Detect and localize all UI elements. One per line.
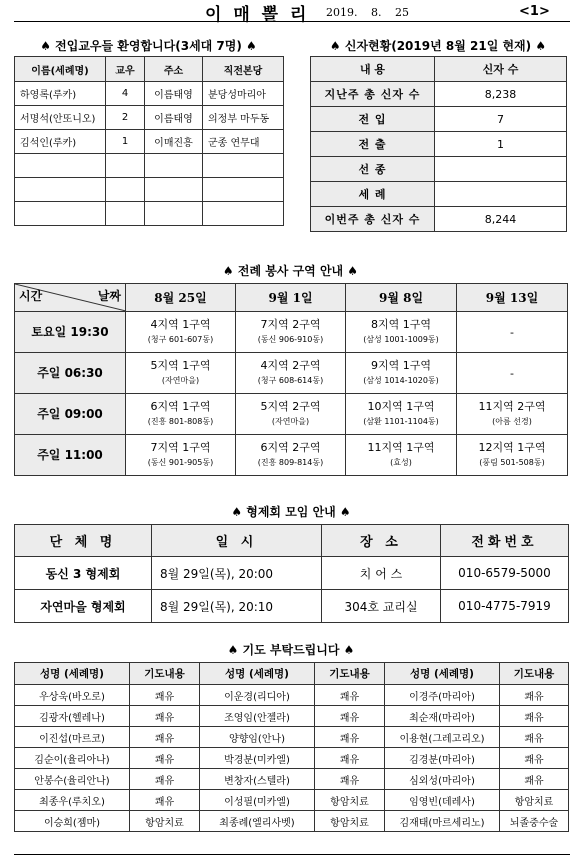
page-number: <1> [519, 4, 550, 19]
cell-count [435, 182, 567, 207]
table-row [311, 182, 567, 207]
col-header-name: 성명 (세례명) [15, 663, 130, 685]
table-row [15, 811, 569, 832]
cell-prayer: 항암치료 [130, 811, 200, 832]
cell-content: 선 종 [311, 157, 435, 182]
cell-time: 주일 11:00 [15, 435, 126, 476]
assignment-buildings: (자연마을) [161, 376, 200, 385]
cell-prayer: 항암치료 [500, 790, 569, 811]
cell-name: 이경주(마리아) [385, 685, 500, 706]
cell-assignment [236, 353, 346, 394]
assignment-buildings: (삼성 1001-1009동) [363, 335, 439, 344]
assignment-area: 4지역 2구역 [260, 359, 321, 372]
table-row [15, 790, 569, 811]
liturgy-schedule-table [14, 283, 568, 476]
col-header-address: 주소 [145, 57, 203, 82]
cell-name: 안봉수(율리안나) [15, 769, 130, 790]
prayer-request-table [14, 662, 569, 832]
cell-prayer: 쾌유 [500, 685, 569, 706]
table-row [15, 435, 568, 476]
cell-name: 박경분(미카엘) [200, 748, 315, 769]
cell-address [145, 202, 203, 226]
cell-previous-parish [203, 178, 284, 202]
col-header-prayer: 기도내용 [500, 663, 569, 685]
believers-table [310, 56, 567, 232]
cell-time: 주일 06:30 [15, 353, 126, 394]
table-row [15, 685, 569, 706]
cell-name: 김재태(마르세리노) [385, 811, 500, 832]
cell-place: 치 어 스 [322, 557, 441, 590]
assignment-area: 7지역 2구역 [260, 318, 321, 331]
cell-time: 주일 09:00 [15, 394, 126, 435]
col-header-date: 9월 8일 [346, 284, 457, 312]
cell-content: 전 입 [311, 107, 435, 132]
col-header-name: 성명 (세례명) [200, 663, 315, 685]
cell-previous-parish: 분당성마리아 [203, 82, 284, 106]
assignment-area: 10지역 1구역 [367, 400, 435, 413]
assignment-area: 5지역 1구역 [150, 359, 211, 372]
cell-previous-parish: 의정부 마두동 [203, 106, 284, 130]
cell-members [106, 154, 145, 178]
table-row [15, 769, 569, 790]
table-row [15, 727, 569, 748]
cell-prayer: 쾌유 [315, 769, 385, 790]
cell-name: 김광자(헬레나) [15, 706, 130, 727]
col-header-count: 신자 수 [435, 57, 567, 82]
cell-assignment [126, 312, 236, 353]
assignment-area: 5지역 2구역 [260, 400, 321, 413]
cell-prayer: 쾌유 [500, 727, 569, 748]
cell-prayer: 쾌유 [315, 706, 385, 727]
cell-prayer: 쾌유 [130, 685, 200, 706]
assignment-area: 4지역 1구역 [150, 318, 211, 331]
corner-label-date: 날짜 [97, 289, 121, 303]
cell-prayer: 항암치료 [315, 790, 385, 811]
cell-prayer: 쾌유 [500, 769, 569, 790]
cell-place: 304호 교리실 [322, 590, 441, 623]
table-row [15, 106, 284, 130]
cell-assignment [236, 394, 346, 435]
cell-name: 이성필(미카엘) [200, 790, 315, 811]
cell-prayer: 쾌유 [130, 790, 200, 811]
cell-prayer: 뇌졸중수술 [500, 811, 569, 832]
cell-prayer: 쾌유 [130, 727, 200, 748]
assignment-buildings: (효성) [390, 458, 412, 467]
cell-address [145, 154, 203, 178]
cell-prayer: 쾌유 [130, 769, 200, 790]
cell-name: 김순이(율리아나) [15, 748, 130, 769]
cell-name: 서명석(안또니오) [15, 106, 106, 130]
cell-assignment [126, 353, 236, 394]
believers-title: ♠ 신자현황(2019년 8월 21일 현재) ♠ [329, 39, 547, 53]
cell-members: 4 [106, 82, 145, 106]
table-row [15, 82, 284, 106]
col-header-prayer: 기도내용 [315, 663, 385, 685]
col-header-place: 장 소 [322, 525, 441, 557]
cell-name: 김경분(마리아) [385, 748, 500, 769]
new-families-table [14, 56, 284, 226]
assignment-area: 7지역 1구역 [150, 441, 211, 454]
table-header-row [15, 525, 569, 557]
table-row [15, 748, 569, 769]
assignment-area: 9지역 1구역 [371, 359, 431, 372]
assignment-buildings: (동신 901-905동) [147, 458, 214, 467]
cell-name: 하영록(루카) [15, 82, 106, 106]
cell-assignment [346, 435, 457, 476]
cell-name: 이승희(젬마) [15, 811, 130, 832]
assignment-area: 12지역 1구역 [478, 441, 546, 454]
cell-members [106, 202, 145, 226]
table-header-row [15, 284, 568, 312]
assignment-area: 8지역 1구역 [371, 318, 431, 331]
cell-name: 양향임(안나) [200, 727, 315, 748]
col-header-prayer: 기도내용 [130, 663, 200, 685]
table-row [15, 130, 284, 154]
meetings-table [14, 524, 569, 623]
col-header-name: 이름(세례명) [15, 57, 106, 82]
cell-datetime: 8월 29일(목), 20:00 [152, 557, 322, 590]
cell-name [15, 202, 106, 226]
time-date-corner-cell [15, 284, 126, 312]
assignment-area: - [510, 366, 514, 380]
table-row [15, 312, 568, 353]
cell-name: 임영빈(데레사) [385, 790, 500, 811]
assignment-buildings: (풍림 501-508동) [479, 458, 545, 467]
table-row [15, 706, 569, 727]
issue-date: 2019. 8. 25 [326, 6, 409, 19]
cell-group: 동신 3 형제회 [15, 557, 152, 590]
cell-members: 2 [106, 106, 145, 130]
assignment-area: 11지역 1구역 [367, 441, 435, 454]
prayer-title: ♠ 기도 부탁드립니다 ♠ [227, 643, 355, 657]
cell-address: 이름태영 [145, 106, 203, 130]
header-rule [14, 21, 570, 22]
cell-content: 지난주 총 신자 수 [311, 82, 435, 107]
col-header-date: 8월 25일 [126, 284, 236, 312]
cell-assignment [236, 435, 346, 476]
cell-name: 이용현(그레고리오) [385, 727, 500, 748]
meetings-title: ♠ 형제회 모임 안내 ♠ [231, 505, 351, 519]
cell-assignment [126, 394, 236, 435]
cell-assignment [236, 312, 346, 353]
table-header-row [311, 57, 567, 82]
cell-name [15, 154, 106, 178]
assignment-area: 11지역 2구역 [478, 400, 546, 413]
cell-name: 김석인(루카) [15, 130, 106, 154]
assignment-buildings: (삼성 1014-1020동) [363, 376, 439, 385]
cell-prayer: 쾌유 [130, 706, 200, 727]
cell-previous-parish: 군종 연무대 [203, 130, 284, 154]
table-row [15, 394, 568, 435]
table-row [311, 107, 567, 132]
cell-assignment [126, 435, 236, 476]
table-row [311, 157, 567, 182]
cell-name: 이진섭(마르코) [15, 727, 130, 748]
assignment-buildings: (진흥 801-808동) [147, 417, 214, 426]
cell-name: 조영임(안젤라) [200, 706, 315, 727]
cell-name: 이운경(리디아) [200, 685, 315, 706]
table-header-row [15, 57, 284, 82]
assignment-buildings: (동신 906-910동) [257, 335, 324, 344]
assignment-area: 6지역 2구역 [260, 441, 321, 454]
assignment-area: 6지역 1구역 [150, 400, 211, 413]
cell-count: 1 [435, 132, 567, 157]
table-row [15, 178, 284, 202]
col-header-datetime: 일 시 [152, 525, 322, 557]
cell-datetime: 8월 29일(목), 20:10 [152, 590, 322, 623]
cell-assignment [346, 394, 457, 435]
cell-previous-parish [203, 202, 284, 226]
cell-assignment [457, 353, 568, 394]
cell-assignment [457, 394, 568, 435]
table-row [15, 557, 569, 590]
cell-count: 8,238 [435, 82, 567, 107]
footer-rule [14, 854, 570, 855]
table-row [15, 154, 284, 178]
cell-members: 1 [106, 130, 145, 154]
assignment-buildings: (삼환 1101-1104동) [363, 417, 439, 426]
cell-members [106, 178, 145, 202]
col-header-previous-parish: 직전본당 [203, 57, 284, 82]
col-header-date: 9월 13일 [457, 284, 568, 312]
cell-prayer: 쾌유 [315, 685, 385, 706]
cell-prayer: 쾌유 [130, 748, 200, 769]
assignment-area: - [510, 325, 514, 339]
cell-name: 우상욱(바오로) [15, 685, 130, 706]
cell-group: 자연마을 형제회 [15, 590, 152, 623]
cell-prayer: 쾌유 [500, 748, 569, 769]
cell-address [145, 178, 203, 202]
cell-assignment [457, 312, 568, 353]
col-header-name: 성명 (세례명) [385, 663, 500, 685]
cell-address: 이매진흥 [145, 130, 203, 154]
cell-address: 이름태영 [145, 82, 203, 106]
cell-prayer: 쾌유 [315, 727, 385, 748]
schedule-title: ♠ 전례 봉사 구역 안내 ♠ [222, 264, 359, 278]
corner-label-time: 시간 [19, 289, 43, 303]
cell-name: 심외성(마리아) [385, 769, 500, 790]
cell-assignment [457, 435, 568, 476]
cell-time: 토요일 19:30 [15, 312, 126, 353]
table-header-row [15, 663, 569, 685]
cell-content: 전 출 [311, 132, 435, 157]
cell-prayer: 쾌유 [315, 748, 385, 769]
cell-count: 8,244 [435, 207, 567, 232]
table-row [15, 590, 569, 623]
assignment-buildings: (청구 608-614동) [257, 376, 324, 385]
col-header-group: 단 체 명 [15, 525, 152, 557]
cell-name: 변창자(스텔라) [200, 769, 315, 790]
table-row [311, 132, 567, 157]
cell-previous-parish [203, 154, 284, 178]
cell-prayer: 항암치료 [315, 811, 385, 832]
cell-name: 최순재(마리아) [385, 706, 500, 727]
table-row [15, 202, 284, 226]
table-row [15, 353, 568, 394]
cell-name [15, 178, 106, 202]
cell-assignment [346, 353, 457, 394]
table-row [311, 207, 567, 232]
cell-count: 7 [435, 107, 567, 132]
cell-count [435, 157, 567, 182]
cell-content: 이번주 총 신자 수 [311, 207, 435, 232]
cell-content: 세 례 [311, 182, 435, 207]
cell-assignment [346, 312, 457, 353]
cell-prayer: 쾌유 [500, 706, 569, 727]
newsletter-title: 이 매 뽈 리 [205, 5, 310, 25]
col-header-date: 9월 1일 [236, 284, 346, 312]
assignment-buildings: (진흥 809-814동) [257, 458, 324, 467]
col-header-content: 내 용 [311, 57, 435, 82]
assignment-buildings: (아름 선경) [492, 417, 532, 426]
table-row [311, 82, 567, 107]
cell-phone: 010-4775-7919 [441, 590, 569, 623]
cell-name: 최종례(엘리사벳) [200, 811, 315, 832]
assignment-buildings: (청구 601-607동) [147, 335, 214, 344]
col-header-phone: 전화번호 [441, 525, 569, 557]
cell-phone: 010-6579-5000 [441, 557, 569, 590]
assignment-buildings: (자연마을) [271, 417, 310, 426]
new-families-title: ♠ 전입교우들 환영합니다(3세대 7명) ♠ [40, 39, 257, 53]
cell-name: 최종우(루치오) [15, 790, 130, 811]
col-header-members: 교우 [106, 57, 145, 82]
